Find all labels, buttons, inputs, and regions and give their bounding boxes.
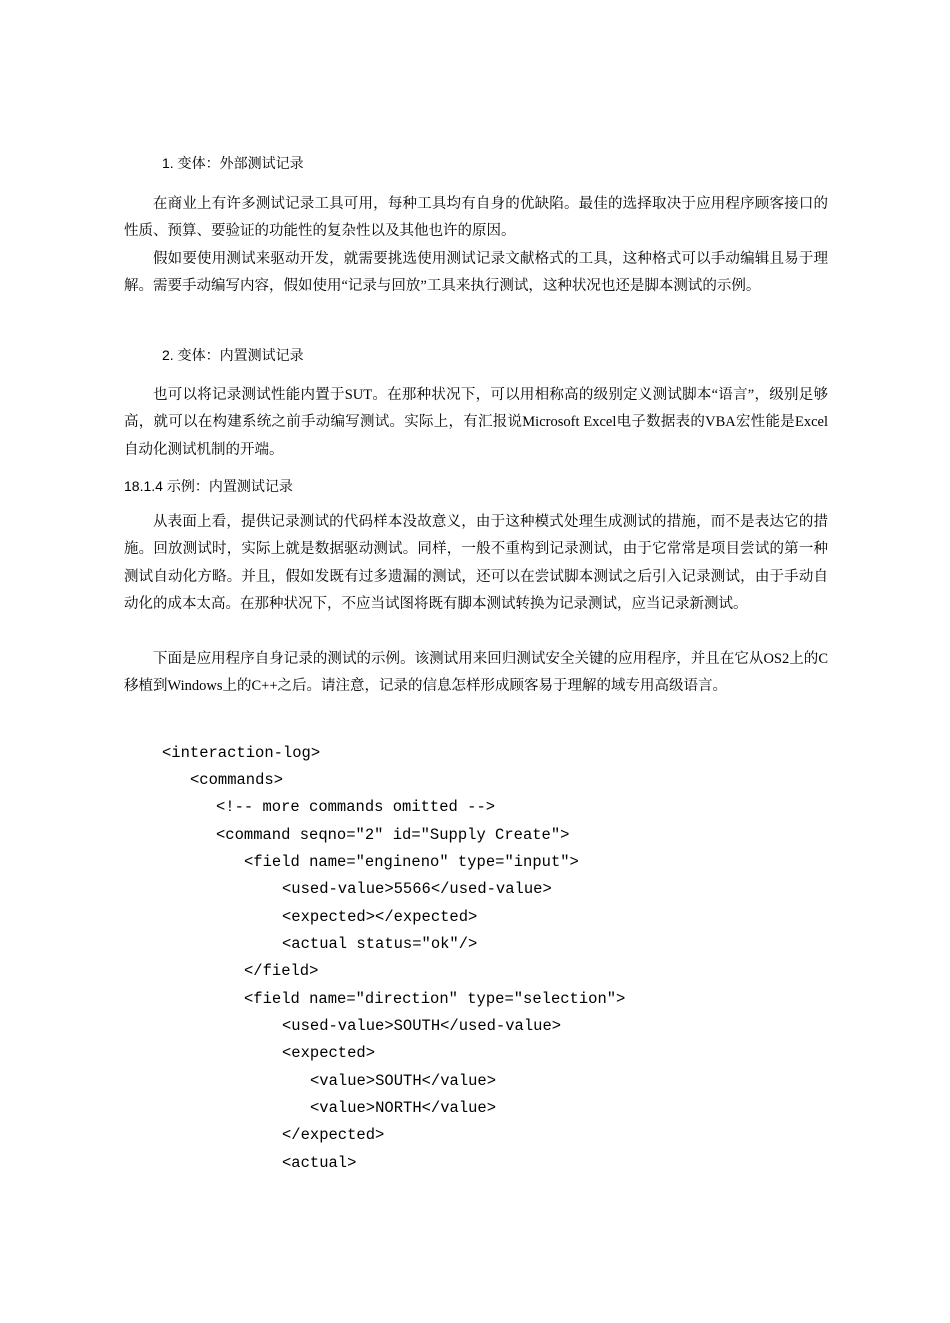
code-line: <commands>	[190, 771, 284, 789]
code-line: <field name="direction" type="selection">	[244, 990, 626, 1008]
heading-variant-builtin: 2. 变体：内置测试记录	[162, 347, 304, 363]
heading-variant-external: 1. 变体：外部测试记录	[162, 155, 304, 171]
paragraph-builtin-recording: 也可以将记录测试性能内置于SUT。在那种状况下，可以用相称高的级别定义测试脚本“语言”，级别足够高，就可以在构建系统之前手动编写测试。实际上，有汇报说Microsoft Excel电子数据表的VBA宏性能是Excel自动化测试机制的开端。	[124, 387, 828, 458]
code-line: <actual status="ok"/>	[282, 935, 478, 953]
paragraph-test-driven: 假如要使用测试来驱动开发，就需要挑选使用测试记录文献格式的工具，这种格式可以手动编辑且易于理解。需要手动编写内容，假如使用“记录与回放”工具来执行测试，这种状况也还是脚本测试的示例。	[124, 251, 828, 295]
code-line: <expected>	[282, 1044, 376, 1062]
heading-example: 18.1.4 示例：内置测试记录	[124, 478, 293, 494]
paragraph-example-description: 下面是应用程序自身记录的测试的示例。该测试用来回归测试安全关键的应用程序，并且在它从OS2上的C移植到Windows上的C++之后。请注意，记录的信息怎样形成顾客易于理解的域专用高级语言。	[124, 651, 828, 695]
paragraph-tools-overview: 在商业上有许多测试记录工具可用，每种工具均有自身的优缺陷。最佳的选择取决于应用程序顾客接口的性质、预算、要验证的功能性的复杂性以及其他也许的原因。	[124, 196, 828, 240]
code-line: <value>SOUTH</value>	[310, 1072, 497, 1090]
code-line: <expected></expected>	[282, 908, 478, 926]
code-line: <used-value>SOUTH</used-value>	[282, 1017, 562, 1035]
code-line: <used-value>5566</used-value>	[282, 880, 552, 898]
code-line: <actual>	[282, 1154, 357, 1172]
paragraph-example-intro: 从表面上看，提供记录测试的代码样本没故意义，由于这种模式处理生成测试的措施，而不是表达它的措施。回放测试时，实际上就是数据驱动测试。同样，一般不重构到记录测试，由于它常常是项目尝试的第一种测试自动化方略。并且，假如发既有过多遗漏的测试，还可以在尝试脚本测试之后引入记录测试，由于手动自动化的成本太高。在那种状况下，不应当试图将既有脚本测试转换为记录测试，应当记录新测试。	[124, 514, 828, 612]
code-line: <value>NORTH</value>	[310, 1099, 497, 1117]
code-line: </expected>	[282, 1126, 385, 1144]
code-line: <!-- more commands omitted -->	[216, 798, 496, 816]
code-line: </field>	[244, 962, 319, 980]
code-line: <field name="engineno" type="input">	[244, 853, 579, 871]
code-line: <command seqno="2" id="Supply Create">	[216, 826, 570, 844]
code-line: <interaction-log>	[162, 744, 321, 762]
